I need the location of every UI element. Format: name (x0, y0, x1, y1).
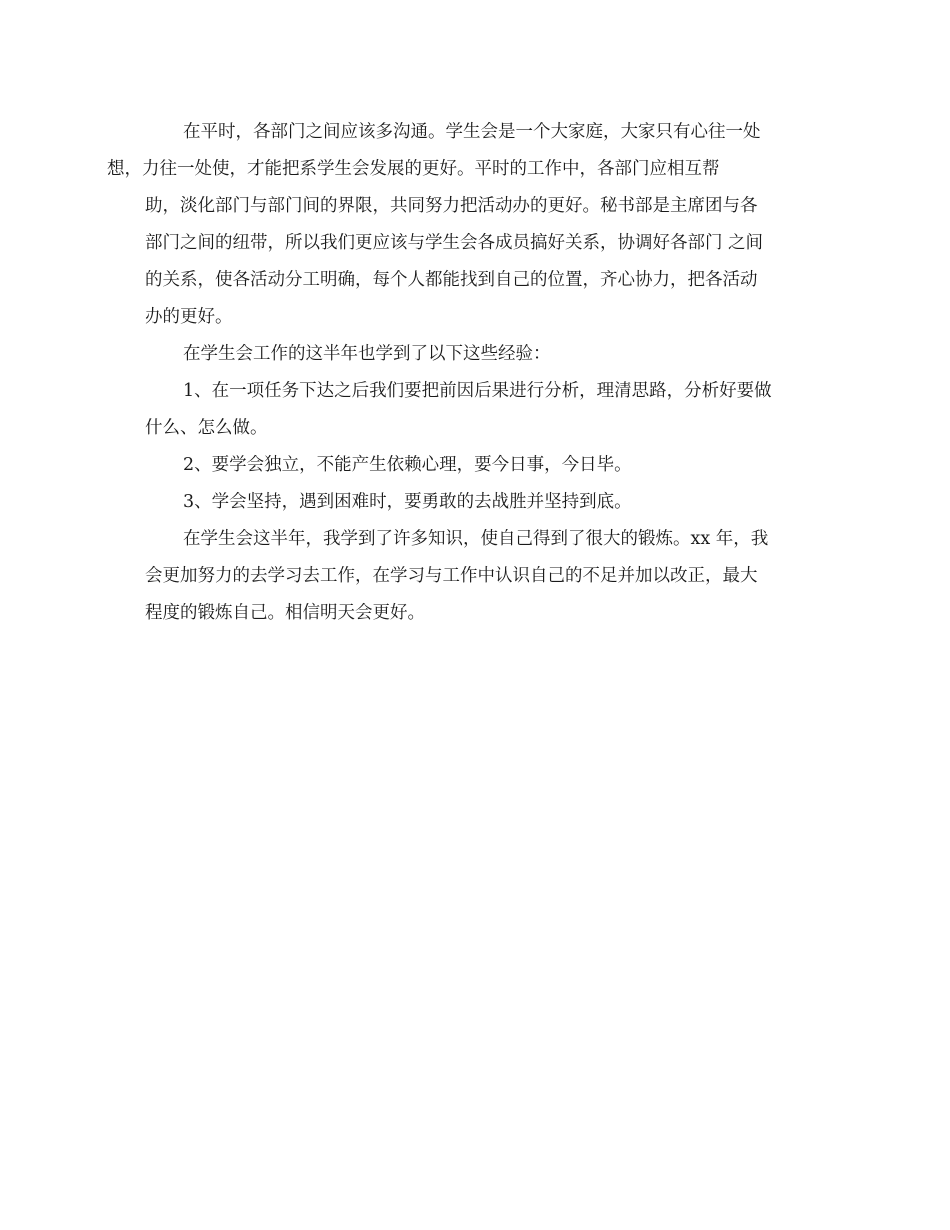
paragraph-item-2 (145, 447, 810, 484)
text-line: 在学生会工作的这半年也学到了以下这些经验： (183, 344, 551, 364)
text-line: 在学生会这半年，我学到了许多知识，使自己得到了很大的锻炼。xx 年，我 (183, 529, 769, 549)
text-line: 办的更好。 (145, 307, 233, 327)
text-line: 程度的锻炼自己。相信明天会更好。 (145, 603, 425, 623)
paragraph-item-1 (145, 373, 810, 447)
text-line: 1、在一项任务下达之后我们要把前因后果进行分析，理清思路，分析好要做 (183, 381, 772, 401)
text-line: 部门之间的纽带，所以我们更应该与学生会各成员搞好关系，协调好各部门 之间 (145, 233, 764, 253)
text-line: 什么、怎么做。 (145, 418, 268, 438)
paragraph-item-3 (145, 484, 810, 521)
document-body (107, 114, 810, 632)
text-line: 3、学会坚持，遇到困难时，要勇敢的去战胜并坚持到底。 (183, 492, 632, 512)
paragraph-experience-intro (145, 336, 810, 373)
paragraph-conclusion (145, 521, 810, 632)
text-line: 想，力往一处使，才能把系学生会发展的更好。平时的工作中，各部门应相互帮 (107, 159, 720, 179)
text-line: 2、要学会独立，不能产生依赖心理，要今日事，今日毕。 (183, 455, 632, 475)
text-line: 在平时，各部门之间应该多沟通。学生会是一个大家庭，大家只有心往一处 (183, 122, 761, 142)
text-line: 的关系，使各活动分工明确，每个人都能找到自己的位置，齐心协力，把各活动 (145, 270, 758, 290)
text-line: 助，淡化部门与部门间的界限，共同努力把活动办的更好。秘书部是主席团与各 (145, 196, 758, 216)
paragraph-communication (107, 114, 810, 336)
text-line: 会更加努力的去学习去工作，在学习与工作中认识自己的不足并加以改正，最大 (145, 566, 758, 586)
